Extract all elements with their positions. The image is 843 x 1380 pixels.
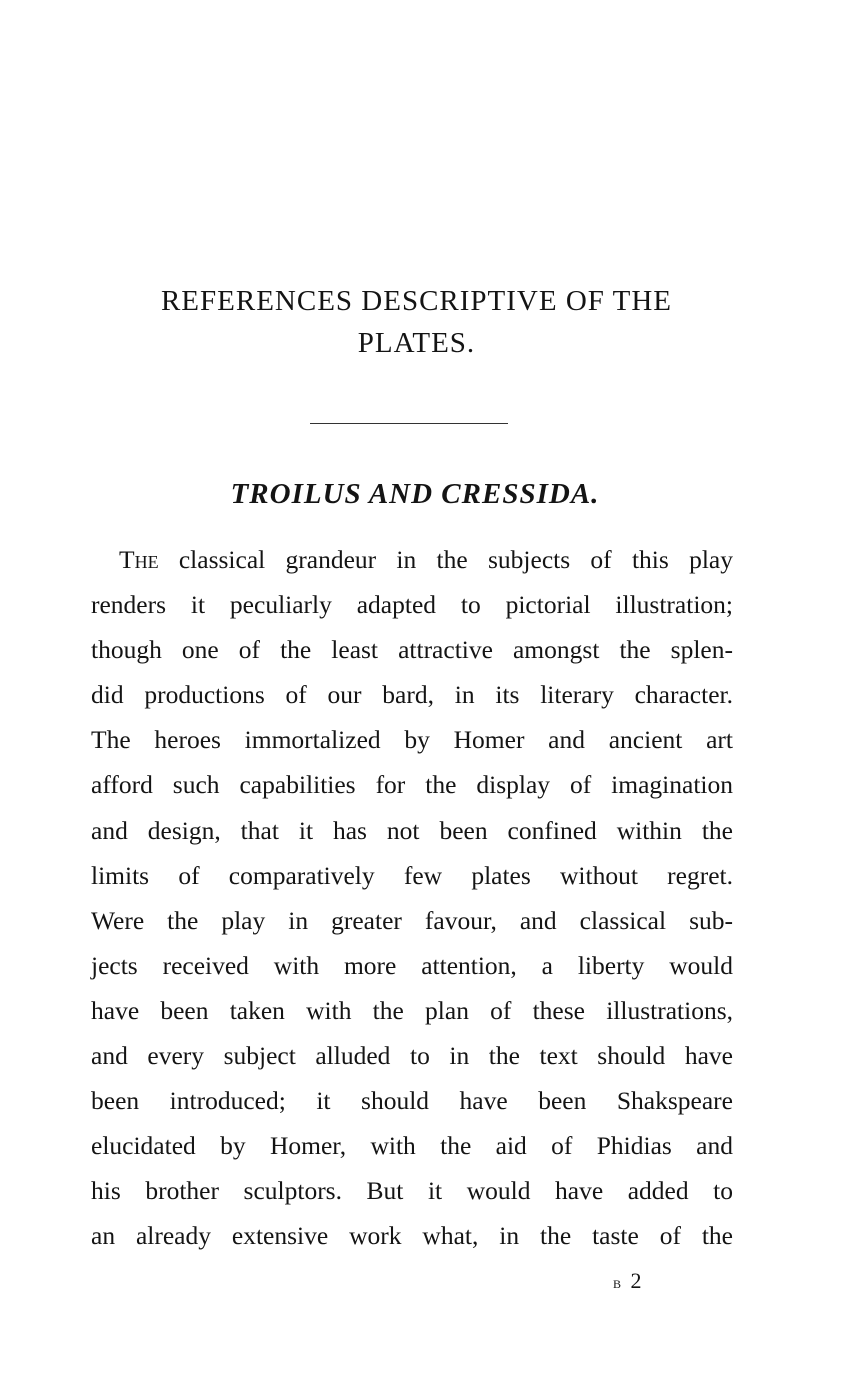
text-line: The heroes immortalized by Homer and ancient art xyxy=(91,725,733,755)
text-line: an already extensive work what, in the taste of the xyxy=(91,1221,733,1251)
horizontal-rule xyxy=(310,423,508,424)
section-heading xyxy=(60,280,773,364)
text-line: jects received with more attention, a liberty would xyxy=(91,950,733,980)
text-line: renders it peculiarly adapted to pictorial illustration; xyxy=(91,590,733,620)
text-line: limits of comparatively few plates without regret. xyxy=(91,860,733,890)
signature-number: 2 xyxy=(630,1268,644,1293)
text-line: Were the play in greater favour, and classical sub- xyxy=(91,905,733,935)
text-line: did productions of our bard, in its literary character. xyxy=(91,680,733,710)
text-line-1 xyxy=(91,537,733,582)
first-line-rest: classical grandeur in the subjects of this play xyxy=(158,545,733,574)
text-line: have been taken with the plan of these illustrations, xyxy=(91,995,733,1025)
text-line: though one of the least attractive amongst the splen- xyxy=(91,635,733,665)
heading-line-1: REFERENCES DESCRIPTIVE OF THE xyxy=(160,285,673,317)
text-line: and every subject alluded to in the text should have xyxy=(91,1041,733,1071)
text-line: elucidated by Homer, with the aid of Phidias and xyxy=(91,1131,733,1161)
text-line: been introduced; it should have been Shakspeare xyxy=(91,1086,733,1116)
signature-letter: b xyxy=(613,1273,624,1292)
play-title: TROILUS AND CRESSIDA. xyxy=(230,478,600,510)
text-line: and design, that it has not been confined within the xyxy=(91,815,733,845)
heading-line-2: PLATES. xyxy=(357,327,476,359)
text-line: afford such capabilities for the display of imagination xyxy=(91,770,733,800)
text-line: his brother sculptors. But it would have added to xyxy=(91,1176,733,1206)
body-paragraph xyxy=(91,537,733,1259)
signature-mark xyxy=(613,1268,644,1294)
first-word: The xyxy=(119,545,159,574)
